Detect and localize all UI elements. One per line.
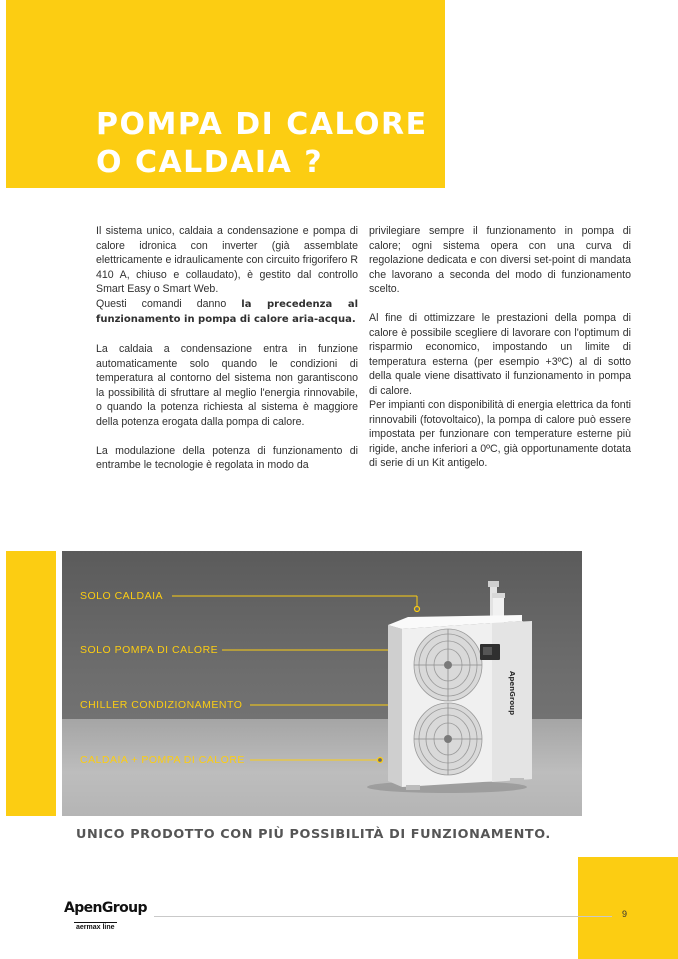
product-tagline: UNICO PRODOTTO CON PIÙ POSSIBILITÀ DI FUNZIONAMENTO.	[76, 827, 551, 842]
footer-yellow-block	[578, 857, 678, 959]
page-title	[96, 106, 428, 182]
left-text-column	[96, 224, 358, 487]
page-number: 9	[622, 909, 628, 919]
mode-label-solo-caldaia: SOLO CALDAIA	[80, 590, 164, 602]
bold-text: la precedenza al funzionamento in pompa di calore aria-acqua.	[96, 298, 358, 325]
paragraph-emphasis	[96, 297, 358, 328]
mode-label-solo-pompa: SOLO POMPA DI CALORE	[80, 644, 219, 656]
left-yellow-strip	[6, 551, 56, 816]
paragraph-text: Questi comandi danno	[96, 297, 242, 310]
mode-label-caldaia-pompa: CALDAIA + POMPA DI CALORE	[80, 754, 245, 766]
paragraph: Il sistema unico, caldaia a condensazione e pompa di calore idronica con inverter (già assemblate elettricamente e idraulicamente con circuito frigorifero R 410 A, chiuso e collaudato), è gestito dal controllo Smart Easy o Smart Web.	[96, 225, 359, 295]
mode-label-chiller: CHILLER CONDIZIONAMENTO	[80, 699, 243, 711]
paragraph: Per impianti con disponibilità di energia elettrica da fonti rinnovabili (fotovoltaico), la pompa di calore può essere impostata per funzionare con temperature esterne più rigide, anche inferiori a 0ºC, già opportunamente dotata di serie di un Kit antigelo.	[369, 399, 631, 469]
paragraph: La caldaia a condensazione entra in funzione automaticamente solo quando le condizioni di temperatura al contorno del sistema non garantiscono la possibilità di sfruttare al meglio l'energia rinnovabile, o quando la potenza richiesta al sistema è maggiore della potenza erogata dalla pompa di calore.	[96, 343, 358, 428]
logo-main-text: ApenGroup	[64, 900, 147, 916]
product-panel	[62, 551, 582, 816]
apengroup-logo	[64, 901, 147, 934]
logo-sub-text: aermax line	[76, 924, 115, 931]
unit-brand-label: ApenGroup	[508, 671, 516, 716]
paragraph: Al fine di ottimizzare le prestazioni della pompa di calore è possibile scegliere di lavorare con l'optimum di risparmio economico, impostando un limite di temperatura esterna (per esempio +3ºC) al di sotto della quale viene disattivato il funzionamento in pompa di calore.	[369, 312, 631, 397]
title-line-2: O CALDAIA ?	[96, 145, 324, 180]
title-line-1: POMPA DI CALORE	[96, 107, 428, 142]
paragraph: La modulazione della potenza di funzionamento di entrambe le tecnologie è regolata in modo da	[96, 444, 358, 471]
paragraph: privilegiare sempre il funzionamento in pompa di calore; ogni sistema opera con una curva di regolazione dedicata e con diversi set-point di mandata che lavorano a seconda del modo di funzionamento scelto.	[369, 225, 631, 295]
right-text-column	[369, 224, 631, 485]
footer-divider	[154, 916, 612, 917]
